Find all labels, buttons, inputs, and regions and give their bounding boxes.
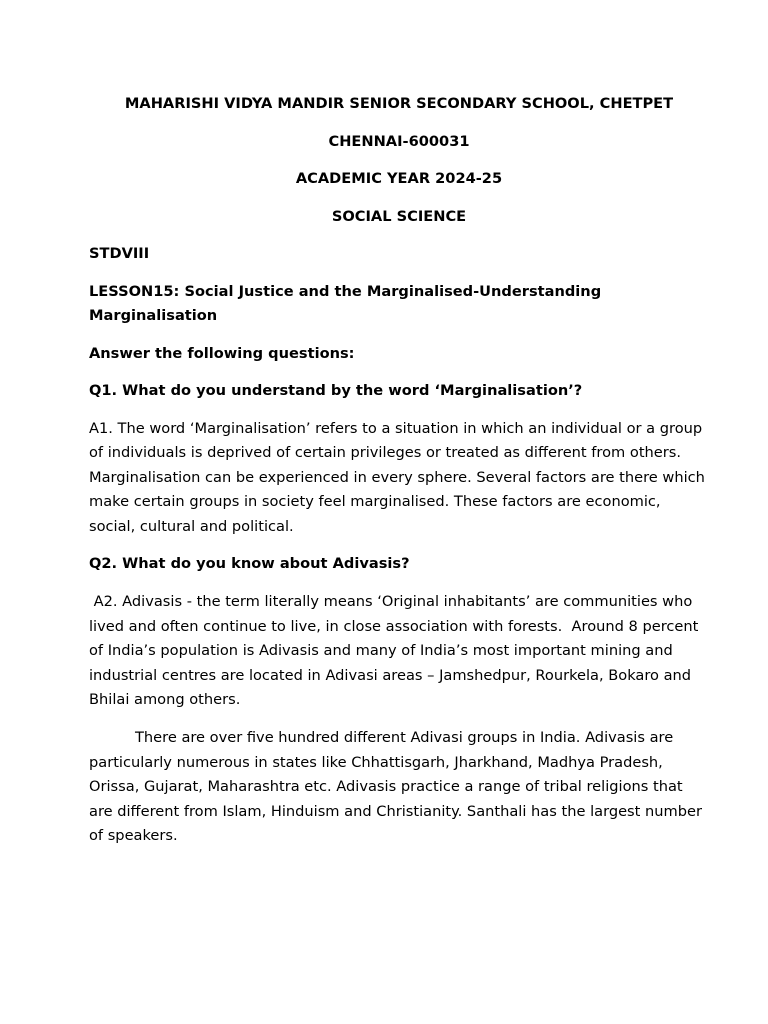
instruction-text: Answer the following questions: xyxy=(89,344,355,362)
answer-2-continued: There are over five hundred different Adivasi groups in India. Adivasis are particularly numerous in states like Chhattisgarh, Jharkhand, Madhya Pradesh, Orissa, Gujarat, Maharashtra etc. Adivasis practice a range of tribal religions that are different from Islam, Hinduism and Christianity. Santhali has the largest number of speakers. xyxy=(89,728,702,845)
answer-1: A1. The word ‘Marginalisation’ refers to a situation in which an individual or a group of individuals is deprived of certain privileges or treated as different from others. Marginalisation can be experienced in every sphere. Several factors are there which make certain groups in society feel marginalised. These factors are economic, social, cultural and political. xyxy=(89,419,705,535)
lesson-title: LESSON15: Social Justice and the Marginalised-Understanding Marginalisation xyxy=(89,282,602,324)
question-2: Q2. What do you know about Adivasis? xyxy=(89,555,410,573)
question-1: Q1. What do you understand by the word ‘Marginalisation’? xyxy=(89,382,583,399)
document-page xyxy=(89,92,709,862)
academic-year: ACADEMIC YEAR 2024-25 xyxy=(295,170,503,187)
answer-2: A2. Adivasis - the term literally means ‘Original inhabitants’ are communities who lived and often continue to live, in close association with forests. Around 8 percent of India’s population is Adivasis and many of India’s most important mining and industrial centres are located in Adivasi areas – Jamshedpur, Rourkela, Bokaro and Bhilai among others. xyxy=(89,592,703,709)
city-line: CHENNAI-600031 xyxy=(328,132,470,150)
standard-label: STDVIII xyxy=(89,245,150,262)
subject-title: SOCIAL SCIENCE xyxy=(331,207,467,225)
school-name: MAHARISHI VIDYA MANDIR SENIOR SECONDARY SCHOOL, CHETPET xyxy=(124,95,674,112)
